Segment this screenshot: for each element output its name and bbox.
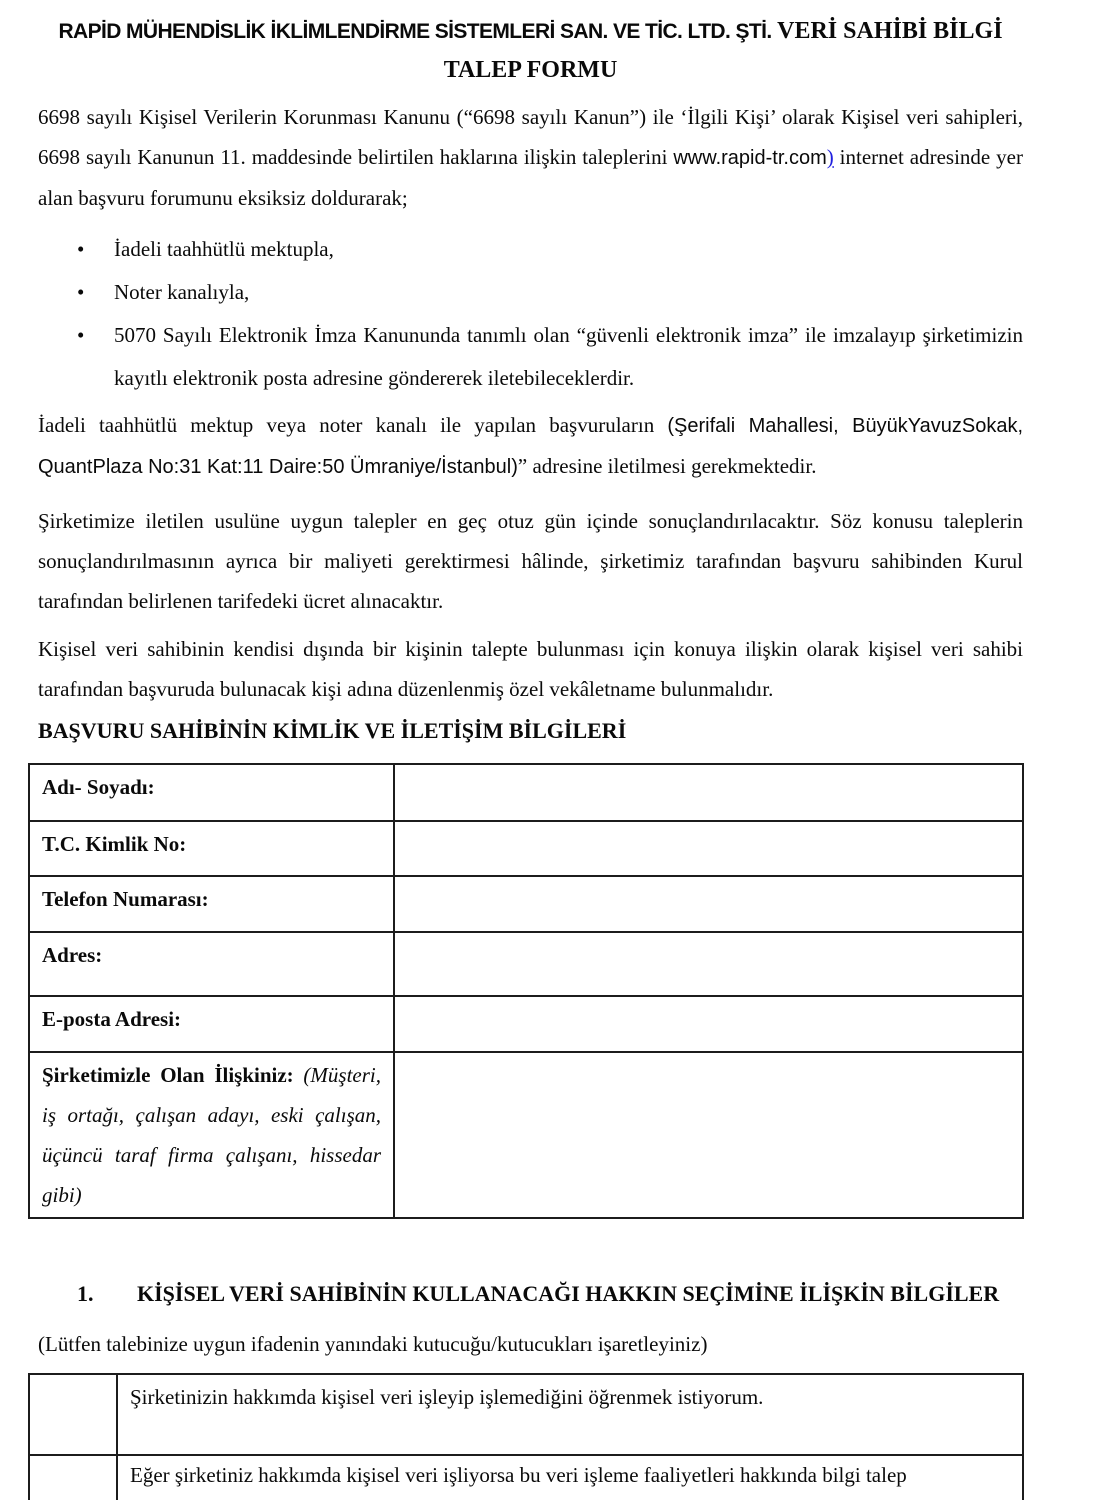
field-label-name: Adı- Soyadı: [29, 764, 394, 821]
intro-text: internet adresinde yer alan başvuru forumunu eksiksiz doldurarak; [38, 145, 1023, 210]
address-paragraph [38, 405, 1023, 487]
section1-number: 1. [77, 1281, 94, 1306]
option-text: Şirketinizin hakkımda kişisel veri işleyip işlemediğini öğrenmek istiyorum. [117, 1374, 1023, 1455]
field-value-iliski[interactable] [394, 1052, 1023, 1218]
table-row [29, 821, 1023, 876]
table-row [29, 876, 1023, 932]
bullet-text: Noter kanalıyla, [114, 280, 250, 304]
field-value-eposta[interactable] [394, 996, 1023, 1052]
relationship-note: (Müşteri, iş ortağı, çalışan adayı, eski çalışan, üçüncü taraf firma çalışanı, hissedar gibi) [42, 1063, 381, 1207]
bullet-item [38, 228, 1023, 271]
table-row [29, 1052, 1023, 1218]
processing-paragraph: Şirketimize iletilen usulüne uygun talepler en geç otuz gün içinde sonuçlandırılacaktır. Söz konusu taleplerin sonuçlandırılmasının ayrıca bir maliyeti gerektirmesi hâlinde, şirketimiz tarafından başvuru sahibinden Kurul tarafından belirlenen tarifedeki ücret alınacaktır. [38, 509, 1023, 613]
field-value-tc-kimlik[interactable] [394, 821, 1023, 876]
document-title-line1 [38, 12, 1023, 51]
section1-heading-text: KİŞİSEL VERİ SAHİBİNİN KULLANACAĞI HAKKIN SEÇİMİNE İLİŞKİN BİLGİLER [137, 1281, 1000, 1306]
field-label-telefon: Telefon Numarası: [29, 876, 394, 932]
option-checkbox-cell[interactable] [29, 1455, 117, 1500]
address-text: İadeli taahhütlü mektup veya noter kanalı ile yapılan başvuruların [38, 413, 668, 437]
website-url: www.rapid-tr.com [673, 147, 827, 169]
field-value-adres[interactable] [394, 932, 1023, 996]
bullet-item [38, 314, 1023, 400]
field-label-adres: Adres: [29, 932, 394, 996]
table-row [29, 764, 1023, 821]
instruction-text: (Lütfen talebinize uygun ifadenin yanındaki kutucuğu/kutucukları işaretleyiniz) [38, 1332, 708, 1356]
table-row [29, 1455, 1023, 1500]
bullet-list [38, 228, 1023, 400]
field-label-eposta: E-posta Adresi: [29, 996, 394, 1052]
form-title-part: VERİ SAHİBİ BİLGİ [771, 18, 1003, 44]
bullet-item [38, 271, 1023, 314]
bullet-icon: • [77, 323, 85, 347]
option-checkbox-cell[interactable] [29, 1374, 117, 1455]
company-address: (Şerifali Mahallesi, BüyükYavuzSokak, QuantPlaza No:31 Kat:11 Daire:50 Ümraniye/İstanbul) [38, 415, 1023, 478]
table-row [29, 1374, 1023, 1455]
field-label-tc-kimlik: T.C. Kimlik No: [29, 821, 394, 876]
section1-heading [38, 1276, 1023, 1312]
proxy-paragraph: Kişisel veri sahibinin kendisi dışında bir kişinin talepte bulunması için konuya ilişkin olarak kişisel veri sahibi tarafından başvuruda bulunacak kişi adına düzenlenmiş özel vekâletname bulunmalıdır. [38, 637, 1023, 701]
field-value-telefon[interactable] [394, 876, 1023, 932]
intro-text: 6698 sayılı Kişisel Verilerin Korunması Kanunu (“6698 sayılı Kanun”) ile ‘İlgili Kişi’ olarak Kişisel veri sahipleri, 6698 sayılı Kanunun 11. maddesinde belirtilen haklarına ilişkin taleplerini [38, 105, 1023, 169]
relationship-label: Şirketimizle Olan İlişkiniz: [42, 1063, 294, 1087]
bullet-text: İadeli taahhütlü mektupla, [114, 237, 334, 261]
option-text: Eğer şirketiniz hakkımda kişisel veri işliyorsa bu veri işleme faaliyetleri hakkında bilgi talep [117, 1455, 1023, 1500]
intro-paragraph [38, 97, 1023, 218]
bullet-text: 5070 Sayılı Elektronik İmza Kanununda tanımlı olan “güvenli elektronik imza” ile imzalayıp şirketimizin kayıtlı elektronik posta adresine göndererek iletebileceklerdir. [114, 323, 1023, 390]
link-fragment[interactable]: ) [826, 145, 834, 169]
table-row [29, 932, 1023, 996]
field-value-name[interactable] [394, 764, 1023, 821]
bullet-icon: • [77, 237, 85, 261]
document-title-line2: TALEP FORMU [443, 57, 618, 83]
address-text: ” adresine iletilmesi gerekmektedir. [517, 454, 817, 478]
rights-selection-table [28, 1373, 1024, 1500]
relationship-label-paragraph [42, 1055, 381, 1215]
table-row [29, 996, 1023, 1052]
company-name: RAPİD MÜHENDİSLİK İKLİMLENDİRME SİSTEMLERİ SAN. VE TİC. LTD. ŞTİ. [58, 20, 772, 43]
field-label-iliski [29, 1052, 394, 1218]
identity-section-heading: BAŞVURU SAHİBİNİN KİMLİK VE İLETİŞİM BİLGİLERİ [38, 718, 627, 743]
bullet-icon: • [77, 280, 85, 304]
identity-table [28, 763, 1024, 1219]
